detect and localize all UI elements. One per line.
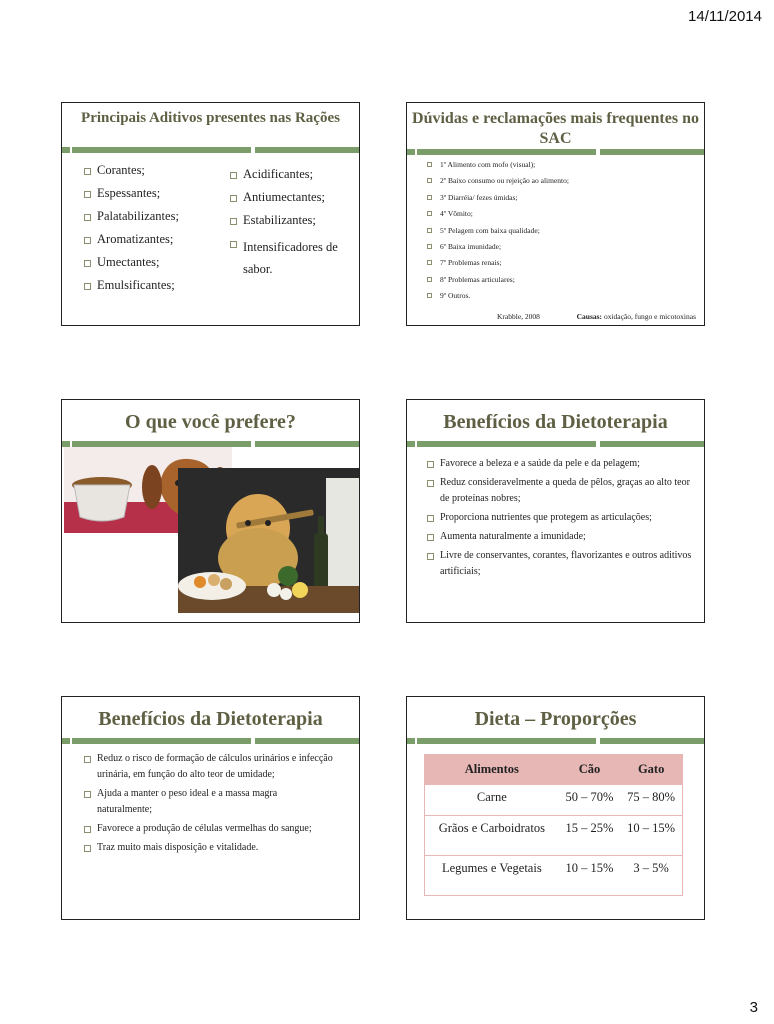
benefits-list bbox=[427, 456, 697, 583]
list-item: Aromatizantes; bbox=[84, 232, 214, 247]
table-cell: Legumes e Vegetais bbox=[425, 856, 559, 896]
complaints-list bbox=[427, 160, 697, 308]
list-item: 9º Outros. bbox=[427, 291, 697, 300]
title-underline bbox=[407, 738, 704, 744]
column-header: Cão bbox=[559, 755, 621, 785]
slide-additives bbox=[61, 102, 360, 326]
title-underline bbox=[407, 149, 704, 155]
additives-list-right bbox=[230, 167, 352, 288]
list-item: 6º Baixa imunidade; bbox=[427, 242, 697, 251]
print-date: 14/11/2014 bbox=[688, 8, 762, 25]
slide-preference bbox=[61, 399, 360, 623]
slide-diet-proportions bbox=[406, 696, 705, 920]
list-item: 2º Baixo consumo ou rejeição ao alimento; bbox=[427, 176, 697, 185]
source-citation: Krabble, 2008 bbox=[497, 312, 540, 321]
list-item: Aumenta naturalmente a imunidade; bbox=[427, 529, 697, 545]
table-cell: 50 – 70% bbox=[559, 785, 621, 816]
list-item: Favorece a beleza e a saúde da pele e da pelagem; bbox=[427, 456, 697, 472]
table-cell: 75 – 80% bbox=[620, 785, 682, 816]
table-cell: 3 – 5% bbox=[620, 856, 682, 896]
benefits-list bbox=[84, 751, 334, 859]
list-item: Reduz o risco de formação de cálculos urinários e infecção urinária, em função do alto teor de umidade; bbox=[84, 751, 334, 783]
slide-title: Dieta – Proporções bbox=[474, 708, 637, 730]
title-underline bbox=[62, 738, 359, 744]
table-row bbox=[425, 785, 683, 816]
list-item: Corantes; bbox=[84, 163, 214, 178]
causes-text: oxidação, fungo e micotoxinas bbox=[602, 312, 696, 321]
list-item: Emulsificantes; bbox=[84, 278, 214, 293]
list-item: Palatabilizantes; bbox=[84, 209, 214, 224]
table-cell: Carne bbox=[425, 785, 559, 816]
table-cell: 10 – 15% bbox=[620, 816, 682, 856]
source-line bbox=[417, 312, 696, 321]
list-item: 5º Pelagem com baixa qualidade; bbox=[427, 226, 697, 235]
list-item: Intensificadores de sabor. bbox=[230, 236, 352, 280]
proportions-table bbox=[424, 754, 683, 896]
list-item: Umectantes; bbox=[84, 255, 214, 270]
table-cell: 15 – 25% bbox=[559, 816, 621, 856]
list-item: 4º Vômito; bbox=[427, 209, 697, 218]
column-header: Alimentos bbox=[425, 755, 559, 785]
title-underline bbox=[407, 441, 704, 447]
causes-label: Causas: bbox=[576, 312, 603, 321]
table-row bbox=[425, 816, 683, 856]
column-header: Gato bbox=[620, 755, 682, 785]
list-item: Favorece a produção de células vermelhas do sangue; bbox=[84, 821, 334, 837]
slide-title: Benefícios da Dietoterapia bbox=[98, 708, 323, 730]
causes-note bbox=[577, 312, 696, 321]
slide-title: O que você prefere? bbox=[125, 411, 296, 433]
slide-sac-complaints bbox=[406, 102, 705, 326]
list-item: Proporciona nutrientes que protegem as articulações; bbox=[427, 510, 697, 526]
list-item: Antiumectantes; bbox=[230, 190, 352, 205]
slide-diet-benefits-1 bbox=[406, 399, 705, 623]
list-item: Ajuda a manter o peso ideal e a massa magra naturalmente; bbox=[84, 786, 334, 818]
additives-list-left bbox=[84, 163, 214, 301]
list-item: 7º Problemas renais; bbox=[427, 258, 697, 267]
table-cell: 10 – 15% bbox=[559, 856, 621, 896]
table-row bbox=[425, 856, 683, 896]
table-header-row bbox=[425, 755, 683, 785]
list-item: Acidificantes; bbox=[230, 167, 352, 182]
list-item: 1º Alimento com mofo (visual); bbox=[427, 160, 697, 169]
list-item: Traz muito mais disposição e vitalidade. bbox=[84, 840, 334, 856]
list-item: 8º Problemas articulares; bbox=[427, 275, 697, 284]
slide-title: Dúvidas e reclamações mais frequentes no SAC bbox=[412, 110, 699, 147]
slide-title: Principais Aditivos presentes nas Rações bbox=[81, 110, 340, 126]
list-item: Estabilizantes; bbox=[230, 213, 352, 228]
list-item: Espessantes; bbox=[84, 186, 214, 201]
dog-fresh-food-photo bbox=[178, 468, 360, 613]
table-cell: Grãos e Carboidratos bbox=[425, 816, 559, 856]
slide-diet-benefits-2 bbox=[61, 696, 360, 920]
list-item: Reduz consideravelmente a queda de pêlos, graças ao alto teor de proteínas nobres; bbox=[427, 475, 697, 507]
slide-title: Benefícios da Dietoterapia bbox=[443, 411, 668, 433]
title-underline bbox=[62, 147, 359, 153]
list-item: Livre de conservantes, corantes, flavorizantes e outros aditivos artificiais; bbox=[427, 548, 697, 580]
page-number: 3 bbox=[749, 999, 758, 1016]
list-item: 3º Diarréia/ fezes úmidas; bbox=[427, 193, 697, 202]
